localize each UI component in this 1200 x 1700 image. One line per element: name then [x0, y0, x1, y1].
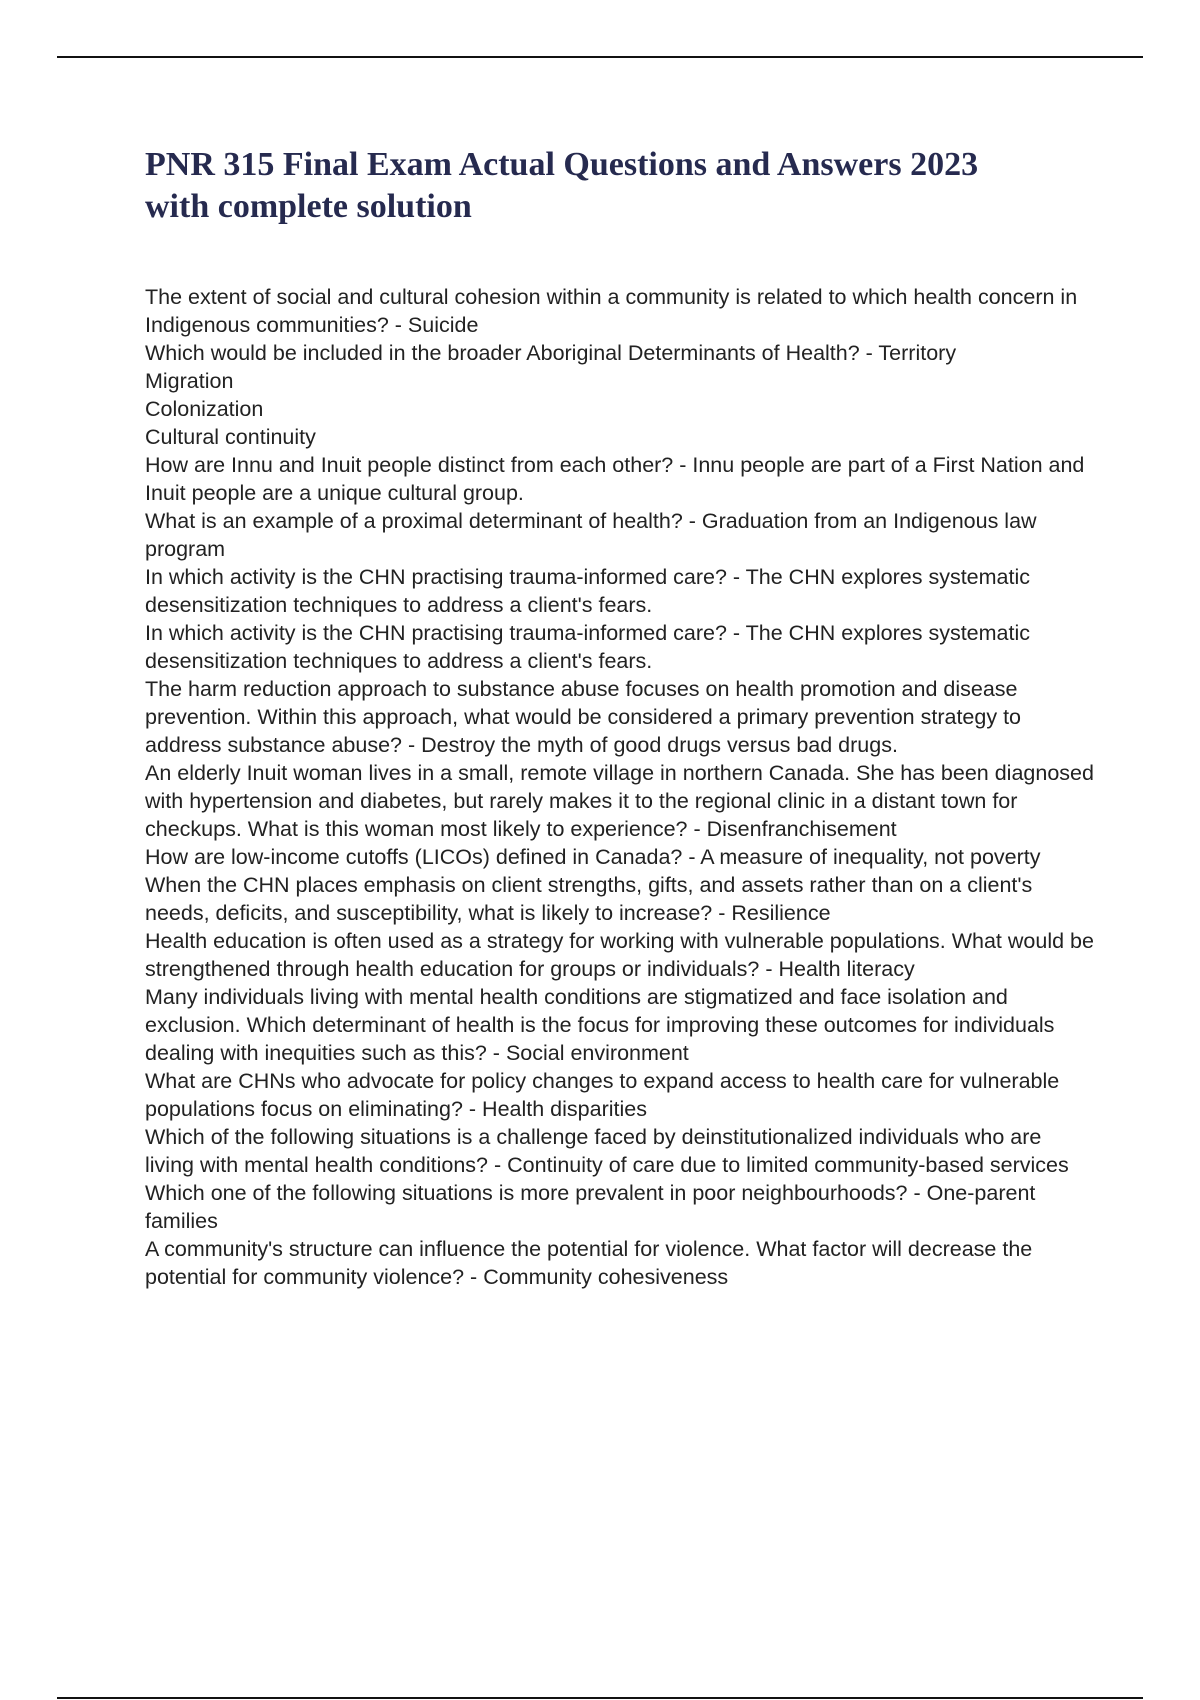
question-text: Which of the following situations is a challenge faced by deinstitutionalized individuals who are living with mental health conditions?	[145, 1125, 1042, 1177]
question-text: An elderly Inuit woman lives in a small, remote village in northern Canada. She has been diagnosed with hypertension and diabetes, but rarely makes it to the regional clinic in a distant town for checkups. What is this woman most likely to experience?	[145, 761, 1094, 841]
answer-text: A measure of inequality, not poverty	[700, 845, 1041, 869]
qa-item	[145, 563, 1095, 619]
question-text: When the CHN places emphasis on client strengths, gifts, and assets rather than on a client's needs, deficits, and susceptibility, what is likely to increase?	[145, 873, 1033, 925]
question-text: The extent of social and cultural cohesion within a community is related to which health concern in Indigenous communities?	[145, 285, 1078, 337]
qa-item	[145, 759, 1095, 843]
answer-text: Graduation from an Indigenous law program	[145, 509, 1037, 561]
qa-item	[145, 1179, 1095, 1235]
answer-text: Community cohesiveness	[483, 1265, 729, 1289]
qa-item	[145, 507, 1095, 563]
document-title	[145, 144, 1105, 228]
answer-text: Social environment	[505, 1041, 689, 1065]
answer-text: Resilience	[731, 901, 831, 925]
question-text: The harm reduction approach to substance abuse focuses on health promotion and disease prevention. Within this approach, what would be considered a primary prevention strategy to address substance abuse?	[145, 677, 1021, 757]
question-text: How are low-income cutoffs (LICOs) defined in Canada?	[145, 845, 683, 869]
title-line-2: with complete solution	[145, 188, 472, 225]
qa-item	[145, 1235, 1095, 1291]
qa-item	[145, 675, 1095, 759]
question-text: What are CHNs who advocate for policy changes to expand access to health care for vulnerable populations focus on eliminating?	[145, 1069, 1060, 1121]
question-text: Many individuals living with mental health conditions are stigmatized and face isolation and exclusion. Which determinant of health is the focus for improving these outcomes for individuals dealing with inequities such as this?	[145, 985, 1055, 1065]
answer-text: Health disparities	[482, 1097, 647, 1121]
answer-text: Suicide	[407, 313, 479, 337]
answer-text: One-parent families	[145, 1181, 1036, 1233]
answer-text: The CHN explores systematic desensitization techniques to address a client's fears.	[145, 565, 1031, 617]
answer-extra: Colonization	[145, 397, 264, 421]
answer-text: Territory	[878, 341, 957, 365]
answer-extra: Cultural continuity	[145, 425, 316, 449]
answer-text: The CHN explores systematic desensitization techniques to address a client's fears.	[145, 621, 1031, 673]
qa-list	[145, 283, 1095, 1291]
answer-text: Innu people are part of a First Nation and Inuit people are a unique cultural group.	[145, 453, 1085, 505]
answer-text: Health literacy	[778, 957, 915, 981]
question-text: Which one of the following situations is more prevalent in poor neighbourhoods?	[145, 1181, 908, 1205]
qa-item	[145, 339, 1095, 451]
bottom-rule	[57, 1697, 1143, 1699]
top-rule	[57, 56, 1143, 58]
qa-item	[145, 1067, 1095, 1123]
qa-item	[145, 619, 1095, 675]
answer-extra: Migration	[145, 369, 234, 393]
title-line-1: PNR 315 Final Exam Actual Questions and Answers 2023	[145, 146, 979, 183]
question-text: What is an example of a proximal determinant of health?	[145, 509, 683, 533]
question-text: In which activity is the CHN practising trauma-informed care?	[145, 565, 727, 589]
question-text: Health education is often used as a strategy for working with vulnerable populations. What would be strengthened through health education for groups or individuals?	[145, 929, 1094, 981]
question-text: A community's structure can influence the potential for violence. What factor will decrease the potential for community violence?	[145, 1237, 1033, 1289]
qa-item	[145, 843, 1095, 871]
answer-text: Destroy the myth of good drugs versus bad drugs.	[421, 733, 898, 757]
qa-item	[145, 1123, 1095, 1179]
qa-item	[145, 451, 1095, 507]
question-text: In which activity is the CHN practising trauma-informed care?	[145, 621, 727, 645]
qa-item	[145, 283, 1095, 339]
question-text: How are Innu and Inuit people distinct from each other?	[145, 453, 674, 477]
answer-text: Disenfranchisement	[706, 817, 897, 841]
qa-item	[145, 871, 1095, 927]
qa-item	[145, 927, 1095, 983]
question-text: Which would be included in the broader Aboriginal Determinants of Health?	[145, 341, 860, 365]
qa-item	[145, 983, 1095, 1067]
answer-text: Continuity of care due to limited community-based services	[507, 1153, 1069, 1177]
